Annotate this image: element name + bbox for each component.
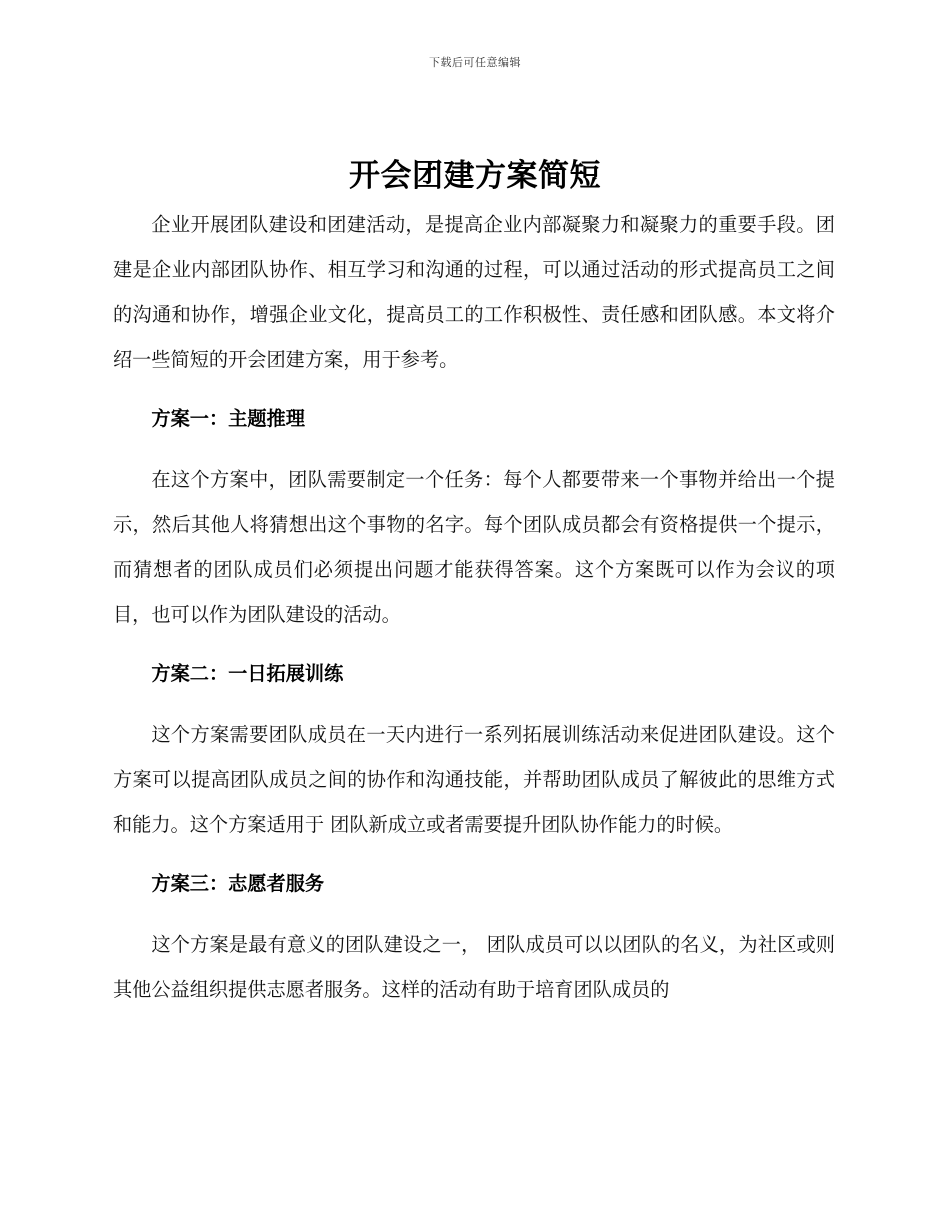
intro-paragraph: 企业开展团队建设和团建活动，是提高企业内部凝聚力和凝聚力的重要手段。团建是企业内部团队协作、相互学习和沟通的过程，可以通过活动的形式提高员工之间的沟通和协作，增强企业文化，提高员工的工作积极性、责任感和团队感。本文将介绍一些简短的开会团建方案，用于参考。 (113, 213, 835, 371)
section-paragraph-2: 这个方案需要团队成员在一天内进行一系列拓展训练活动来促进团队建设。这个方案可以提高团队成员之间的协作和沟通技能，并帮助团队成员了解彼此的思维方式和能力。这个方案适用于 团队新成立或者需要提升团队协作能力的时候。 (113, 723, 835, 836)
document-title: 开会团建方案简短 (349, 158, 601, 194)
section-heading-3: 方案三：志愿者服务 (151, 872, 325, 895)
document-body (113, 202, 835, 1026)
section-paragraph-3: 这个方案是最有意义的团队建设之一， 团队成员可以以团队的名义，为社区或则其他公益组织提供志愿者服务。这样的活动有助于培育团队成员的 (113, 933, 835, 1001)
section-heading-2: 方案二：一日拓展训练 (151, 662, 344, 685)
page-header-note: 下载后可任意编辑 (429, 56, 521, 69)
section-heading-1: 方案一：主题推理 (151, 407, 305, 430)
section-paragraph-1: 在这个方案中，团队需要制定一个任务：每个人都要带来一个事物并给出一个提示，然后其他人将猜想出这个事物的名字。每个团队成员都会有资格提供一个提示，而猜想者的团队成员们必须提出问题才能获得答案。这个方案既可以作为会议的项目，也可以作为团队建设的活动。 (113, 468, 835, 626)
